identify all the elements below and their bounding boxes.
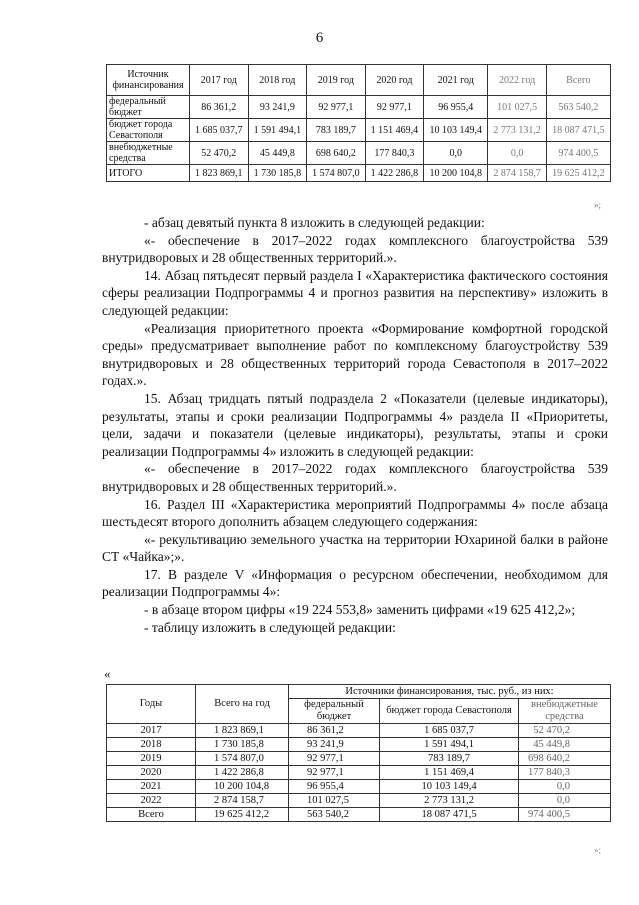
table-cell: 52 470,2 xyxy=(190,142,249,165)
table-cell: 2 874 158,7 xyxy=(488,165,547,182)
table-cell: 1 685 037,7 xyxy=(190,119,249,142)
table-cell: 92 977,1 xyxy=(365,96,424,119)
table-cell: 563 540,2 xyxy=(546,96,610,119)
table-cell: 10 200 104,8 xyxy=(196,780,289,794)
table-cell: 0,0 xyxy=(519,794,611,808)
header-2017: 2017 год xyxy=(190,65,249,96)
header-source: Источник финансирования xyxy=(107,65,190,96)
table-cell: 698 640,2 xyxy=(307,142,366,165)
paragraph: «- рекультивацию земельного участка на территории Юхариной балки в районе СТ «Чайка»;». xyxy=(102,531,608,565)
table-cell: 1 151 469,4 xyxy=(380,766,519,780)
paragraph: 15. Абзац тридцать пятый подраздела 2 «Показатели (целевые индикаторы), результаты, этапы и сроки реализации Подпрограммы 4» раздела II «Приоритеты, цели, задачи и показатели (целевые индикаторы), результаты, этапы и сроки реализации Подпрограммы 4» изложить в следующей редакции: xyxy=(102,390,608,459)
table-cell: 2 773 131,2 xyxy=(380,794,519,808)
row-label: внебюджетные средства xyxy=(107,142,190,165)
table-cell: 177 840,3 xyxy=(519,766,611,780)
table-cell: 2021 xyxy=(107,780,196,794)
table-cell: 177 840,3 xyxy=(365,142,424,165)
paragraph: 17. В разделе V «Информация о ресурсном обеспечении, необходимом для реализации Подпрограммы 4»: xyxy=(102,566,608,600)
table-cell: 1 574 807,0 xyxy=(196,752,289,766)
table-cell: 698 640,2 xyxy=(519,752,611,766)
table-cell: 18 087 471,5 xyxy=(380,808,519,822)
table-cell: 2017 xyxy=(107,724,196,738)
header-2022: 2022 год xyxy=(488,65,547,96)
table-cell: 783 189,7 xyxy=(380,752,519,766)
table-header-row xyxy=(107,65,611,96)
table-row xyxy=(107,752,611,766)
table-cell: 974 400,5 xyxy=(546,142,610,165)
row-label: ИТОГО xyxy=(107,165,190,182)
table-cell: 1 730 185,8 xyxy=(196,738,289,752)
header-extrabudget: внебюджетные средства xyxy=(519,699,611,724)
header-city: бюджет города Севастополя xyxy=(380,699,519,724)
financing-table-top xyxy=(106,64,611,182)
financing-table-bottom xyxy=(106,684,611,822)
table-cell: 0,0 xyxy=(488,142,547,165)
table-row xyxy=(107,724,611,738)
row-label: бюджет города Севастополя xyxy=(107,119,190,142)
table-cell: 86 361,2 xyxy=(190,96,249,119)
table-cell: 10 103 149,4 xyxy=(380,780,519,794)
page-number: 6 xyxy=(315,30,324,46)
table-cell: 93 241,9 xyxy=(289,738,380,752)
row-label: федеральный бюджет xyxy=(107,96,190,119)
table-cell: 86 361,2 xyxy=(289,724,380,738)
document-body xyxy=(102,214,608,636)
table-cell: 2 773 131,2 xyxy=(488,119,547,142)
table-cell: Всего xyxy=(107,808,196,822)
table-end-mark: »; xyxy=(594,200,602,210)
table-cell: 1 574 807,0 xyxy=(307,165,366,182)
table-cell: 45 449,8 xyxy=(248,142,307,165)
table-cell: 783 189,7 xyxy=(307,119,366,142)
table-cell: 2022 xyxy=(107,794,196,808)
table-row xyxy=(107,738,611,752)
table-row xyxy=(107,96,611,119)
header-2018: 2018 год xyxy=(248,65,307,96)
paragraph: - в абзаце втором цифры «19 224 553,8» заменить цифрами «19 625 412,2»; xyxy=(144,602,576,618)
table-cell: 96 955,4 xyxy=(424,96,488,119)
table-cell: 92 977,1 xyxy=(289,766,380,780)
table-cell: 1 823 869,1 xyxy=(196,724,289,738)
quote-open-mark: « xyxy=(104,666,111,681)
table-cell: 45 449,8 xyxy=(519,738,611,752)
table-cell: 18 087 471,5 xyxy=(546,119,610,142)
table-cell: 10 200 104,8 xyxy=(424,165,488,182)
table-cell: 10 103 149,4 xyxy=(424,119,488,142)
table-cell: 1 591 494,1 xyxy=(380,738,519,752)
paragraph: «- обеспечение в 2017–2022 годах комплексного благоустройства 539 внутридворовых и 28 общественных территорий.». xyxy=(102,232,608,266)
paragraph: - таблицу изложить в следующей редакции: xyxy=(144,619,396,635)
table-cell: 96 955,4 xyxy=(289,780,380,794)
paragraph: «- обеспечение в 2017–2022 годах комплексного благоустройства 539 внутридворовых и 28 общественных территорий.». xyxy=(102,461,608,494)
table-cell: 2 874 158,7 xyxy=(196,794,289,808)
header-2020: 2020 год xyxy=(365,65,424,96)
table-cell: 1 823 869,1 xyxy=(190,165,249,182)
header-years: Годы xyxy=(107,685,196,724)
paragraph: - абзац девятый пункта 8 изложить в следующей редакции: xyxy=(144,215,485,230)
table-cell: 19 625 412,2 xyxy=(196,808,289,822)
table-cell: 1 422 286,8 xyxy=(196,766,289,780)
paragraph: «Реализация приоритетного проекта «Формирование комфортной городской среды» предусматривает выполнение работ по комплексному благоустройству 539 внутридворовых и 28 общественных территорий города Севастополя в 2017–2022 годах.». xyxy=(102,320,608,389)
table-cell: 1 591 494,1 xyxy=(248,119,307,142)
table-end-mark: »; xyxy=(594,845,602,855)
table-cell: 2019 xyxy=(107,752,196,766)
table-cell: 1 730 185,8 xyxy=(248,165,307,182)
table-cell: 92 977,1 xyxy=(307,96,366,119)
header-2019: 2019 год xyxy=(307,65,366,96)
table-cell: 1 422 286,8 xyxy=(365,165,424,182)
table-row xyxy=(107,766,611,780)
header-total: Всего xyxy=(546,65,610,96)
table-row xyxy=(107,119,611,142)
header-2021: 2021 год xyxy=(424,65,488,96)
table-total-row xyxy=(107,808,611,822)
table-cell: 0,0 xyxy=(424,142,488,165)
table-cell: 1 151 469,4 xyxy=(365,119,424,142)
table-cell: 1 685 037,7 xyxy=(380,724,519,738)
table-cell: 52 470,2 xyxy=(519,724,611,738)
header-federal: федеральный бюджет xyxy=(289,699,380,724)
table-cell: 92 977,1 xyxy=(289,752,380,766)
table-cell: 101 027,5 xyxy=(488,96,547,119)
header-total-per-year: Всего на год xyxy=(196,685,289,724)
table-cell: 2020 xyxy=(107,766,196,780)
table-cell: 2018 xyxy=(107,738,196,752)
paragraph: 16. Раздел III «Характеристика мероприятий Подпрограммы 4» после абзаца шестьдесят второго дополнить абзацем следующего содержания: xyxy=(102,496,608,530)
table-cell: 563 540,2 xyxy=(289,808,380,822)
table-cell: 974 400,5 xyxy=(519,808,611,822)
header-sources-group: Источники финансирования, тыс. руб., из них: xyxy=(289,685,611,699)
table-total-row xyxy=(107,165,611,182)
table-row xyxy=(107,794,611,808)
paragraph: 14. Абзац пятьдесят первый раздела I «Характеристика фактического состояния сферы реализации Подпрограммы 4 и прогноз развития на перспективу» изложить в следующей редакции: xyxy=(102,267,608,318)
table-cell: 93 241,9 xyxy=(248,96,307,119)
table-header-row xyxy=(107,685,611,699)
table-row xyxy=(107,780,611,794)
table-cell: 101 027,5 xyxy=(289,794,380,808)
table-cell: 0,0 xyxy=(519,780,611,794)
table-row xyxy=(107,142,611,165)
table-cell: 19 625 412,2 xyxy=(546,165,610,182)
